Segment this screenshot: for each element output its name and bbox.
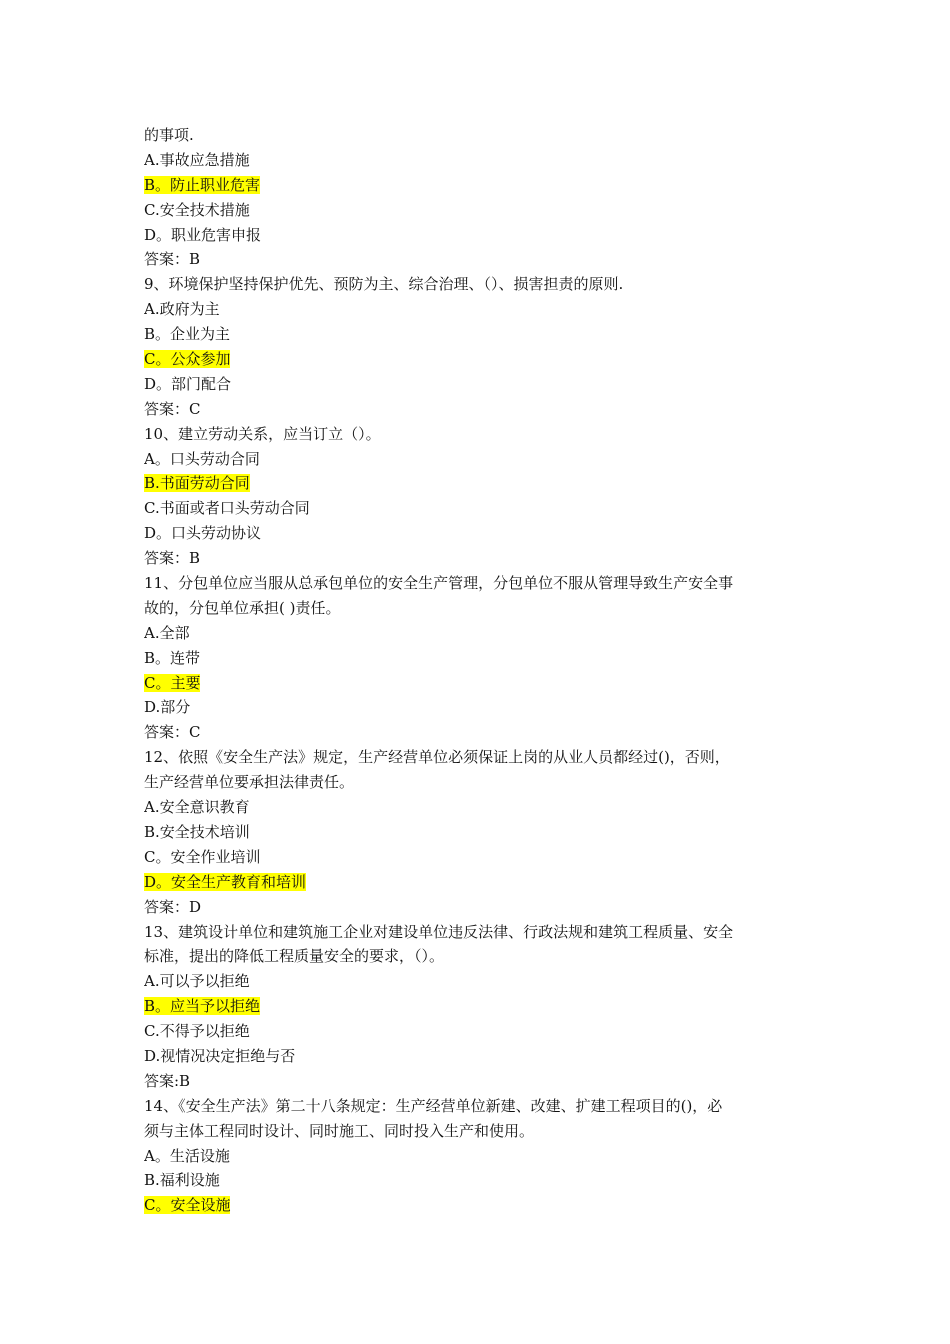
line-text: B.安全技术培训	[144, 822, 250, 841]
text-line	[144, 646, 810, 671]
line-text: 10、建立劳动关系，应当订立（）。	[144, 424, 381, 443]
line-text: 9、环境保护坚持保护优先、预防为主、综合治理、（）、损害担责的原则.	[144, 275, 624, 294]
line-text: 的事项.	[144, 126, 194, 144]
line-text: 答案:B	[144, 1071, 191, 1090]
line-text: A。生活设施	[144, 1146, 230, 1165]
text-line	[144, 571, 810, 596]
text-line	[144, 994, 810, 1019]
text-line	[144, 845, 810, 870]
line-text: 答案：B	[144, 549, 201, 568]
line-text: 答案：C	[144, 723, 201, 742]
line-text: C.不得予以拒绝	[144, 1022, 250, 1041]
text-line	[144, 1119, 810, 1144]
text-line	[144, 820, 810, 845]
line-text: 14、《安全生产法》第二十八条规定：生产经营单位新建、改建、扩建工程项目的()，必	[144, 1096, 723, 1115]
line-text: 答案：D	[144, 897, 202, 916]
text-line	[144, 173, 810, 198]
text-line	[144, 1193, 810, 1218]
line-text: 11、分包单位应当服从总承包单位的安全生产管理，分包单位不服从管理导致生产安全事	[144, 574, 734, 593]
line-text: C.安全技术措施	[144, 200, 250, 219]
text-line	[144, 895, 810, 920]
text-line	[144, 198, 810, 223]
line-text: 答案：B	[144, 250, 201, 269]
line-text: D.部分	[144, 698, 191, 717]
text-line	[144, 944, 810, 969]
text-line	[144, 322, 810, 347]
text-line	[144, 422, 810, 447]
line-text: 答案：C	[144, 399, 201, 418]
line-text: B.福利设施	[144, 1171, 220, 1190]
text-line	[144, 720, 810, 745]
text-line	[144, 621, 810, 646]
text-line	[144, 1094, 810, 1119]
highlighted-answer-text: C。安全设施	[144, 1196, 231, 1215]
text-line	[144, 870, 810, 895]
line-text: 12、依照《安全生产法》规定，生产经营单位必须保证上岗的从业人员都经过()，否则，	[144, 748, 730, 767]
line-text: A.安全意识教育	[144, 798, 250, 817]
text-line	[144, 123, 810, 148]
highlighted-answer-text: B。防止职业危害	[144, 175, 261, 194]
text-line	[144, 770, 810, 795]
line-text: B。连带	[144, 648, 201, 667]
line-text: D.视情况决定拒绝与否	[144, 1046, 296, 1065]
text-line	[144, 1044, 810, 1069]
text-line	[144, 347, 810, 372]
text-line	[144, 372, 810, 397]
line-text: C。安全作业培训	[144, 847, 261, 866]
line-text: C.书面或者口头劳动合同	[144, 499, 310, 518]
text-line	[144, 745, 810, 770]
line-text: 须与主体工程同时设计、同时施工、同时投入生产和使用。	[144, 1121, 535, 1140]
text-line	[144, 920, 810, 945]
text-line	[144, 471, 810, 496]
document-page	[144, 123, 810, 1218]
text-line	[144, 496, 810, 521]
line-text: A.可以予以拒绝	[144, 972, 250, 991]
line-text: A.事故应急措施	[144, 150, 250, 169]
text-line	[144, 297, 810, 322]
text-line	[144, 521, 810, 546]
text-line	[144, 148, 810, 173]
highlighted-answer-text: B.书面劳动合同	[144, 474, 250, 493]
text-line	[144, 596, 810, 621]
text-line	[144, 546, 810, 571]
text-line	[144, 671, 810, 696]
line-text: 13、建筑设计单位和建筑施工企业对建设单位违反法律、行政法规和建筑工程质量、安全	[144, 922, 734, 941]
text-line	[144, 969, 810, 994]
text-line	[144, 1019, 810, 1044]
line-text: A.全部	[144, 623, 190, 642]
text-line	[144, 447, 810, 472]
line-text: 标准，提出的降低工程质量安全的要求，（）。	[144, 947, 445, 966]
text-line	[144, 397, 810, 422]
line-text: A。口头劳动合同	[144, 449, 260, 468]
highlighted-answer-text: D。安全生产教育和培训	[144, 872, 307, 891]
line-text: D。部门配合	[144, 374, 232, 393]
line-text: B。企业为主	[144, 325, 231, 344]
text-line	[144, 795, 810, 820]
highlighted-answer-text: C。公众参加	[144, 350, 231, 369]
text-line	[144, 247, 810, 272]
text-line	[144, 272, 810, 297]
highlighted-answer-text: C。主要	[144, 673, 201, 692]
line-text: A.政府为主	[144, 300, 220, 319]
line-text: 故的，分包单位承担( )责任。	[144, 598, 341, 617]
line-text: 生产经营单位要承担法律责任。	[144, 773, 355, 792]
line-text: D。职业危害申报	[144, 225, 262, 244]
line-text: D。口头劳动协议	[144, 524, 262, 543]
highlighted-answer-text: B。应当予以拒绝	[144, 997, 261, 1016]
text-line	[144, 1168, 810, 1193]
text-line	[144, 1144, 810, 1169]
text-line	[144, 1069, 810, 1094]
text-line	[144, 695, 810, 720]
text-line	[144, 223, 810, 248]
